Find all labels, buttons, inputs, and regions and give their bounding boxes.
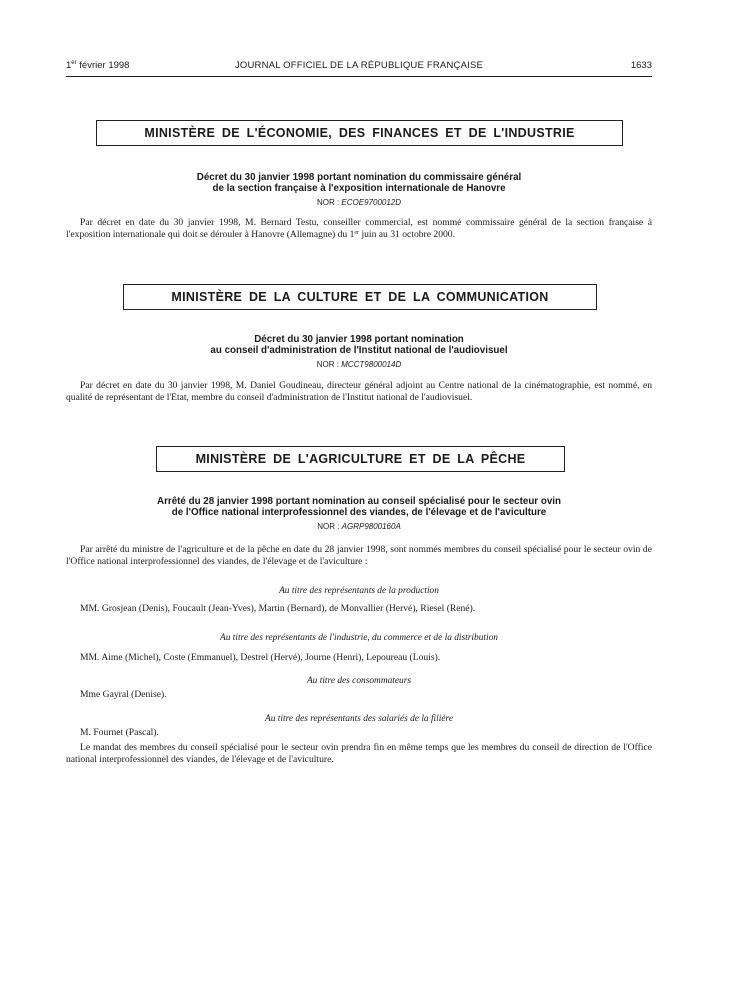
decree-title: Décret du 30 janvier 1998 portant nomination au conseil d'administration de l'Institut national de l'audiovisuel [210,334,508,356]
decree-closing: Le mandat des membres du conseil spécialisé pour le secteur ovin prendra fin en même temps que les membres du conseil de direction de l'Office national interprofessionnel des viandes, de l'élevage et de l'aviculture. [66,742,652,765]
group-heading: Au titre des représentants de la production [279,586,439,596]
decree-title: Décret du 30 janvier 1998 portant nomination du commissaire général de la section française à l'exposition internationale de Hanovre [196,172,522,194]
nor-reference: NOR : ECOE9700012D [316,198,402,207]
group-heading: Au titre des représentants des salariés de la filière [265,714,453,724]
decree-body: Par décret en date du 30 janvier 1998, M. Bernard Testu, conseiller commercial, est nommé commissaire général de la section française à l'exposition internationale qui doit se dérouler à Hanovre (Allemagne) du 1er juin au 31 octobre 2000. [66,217,652,240]
group-members: MM. Grosjean (Denis), Foucault (Jean-Yves), Martin (Bernard), de Monvallier (Hervé), Riesel (René). [80,603,476,614]
group-members: MM. Aime (Michel), Coste (Emmanuel), Destrel (Hervé), Journe (Henri), Lepoureau (Louis). [80,652,441,663]
running-header [66,60,652,74]
decree-title: Arrêté du 28 janvier 1998 portant nomination au conseil spécialisé pour le secteur ovin de l'Office national interprofessionnel des viandes, de l'élevage et de l'aviculture [157,496,561,518]
issue-date: 1er février 1998 [66,60,130,71]
ministry-box-economie: MINISTÈRE DE L'ÉCONOMIE, DES FINANCES ET DE L'INDUSTRIE [96,120,623,146]
group-heading: Au titre des représentants de l'industrie, du commerce et de la distribution [219,633,498,643]
decree-body: Par décret en date du 30 janvier 1998, M. Daniel Goudineau, directeur général adjoint au Centre national de la cinématographie, est nommé, en qualité de représentant de l'Etat, membre du conseil d'administration de l'Institut national de l'audiovisuel. [66,380,652,403]
journal-title: JOURNAL OFFICIEL DE LA RÉPUBLIQUE FRANÇAISE [234,60,484,71]
page-number: 1633 [630,60,652,71]
decree-intro: Par arrêté du ministre de l'agriculture et de la pêche en date du 28 janvier 1998, sont nommés membres du conseil spécialisé pour le secteur ovin de l'Office national interprofessionnel des viandes, de l'élevage et de l'aviculture : [66,544,652,567]
ministry-box-agriculture: MINISTÈRE DE L'AGRICULTURE ET DE LA PÊCHE [156,446,565,472]
nor-reference: NOR : AGRP9800160A [317,522,401,531]
ministry-box-culture: MINISTÈRE DE LA CULTURE ET DE LA COMMUNICATION [123,284,597,310]
nor-reference: NOR : MCCT9800014D [316,360,402,369]
header-rule [66,76,652,77]
group-heading: Au titre des consommateurs [306,676,412,686]
group-members: Mme Gayral (Denise). [80,689,167,700]
group-members: M. Fournet (Pascal). [80,727,159,738]
